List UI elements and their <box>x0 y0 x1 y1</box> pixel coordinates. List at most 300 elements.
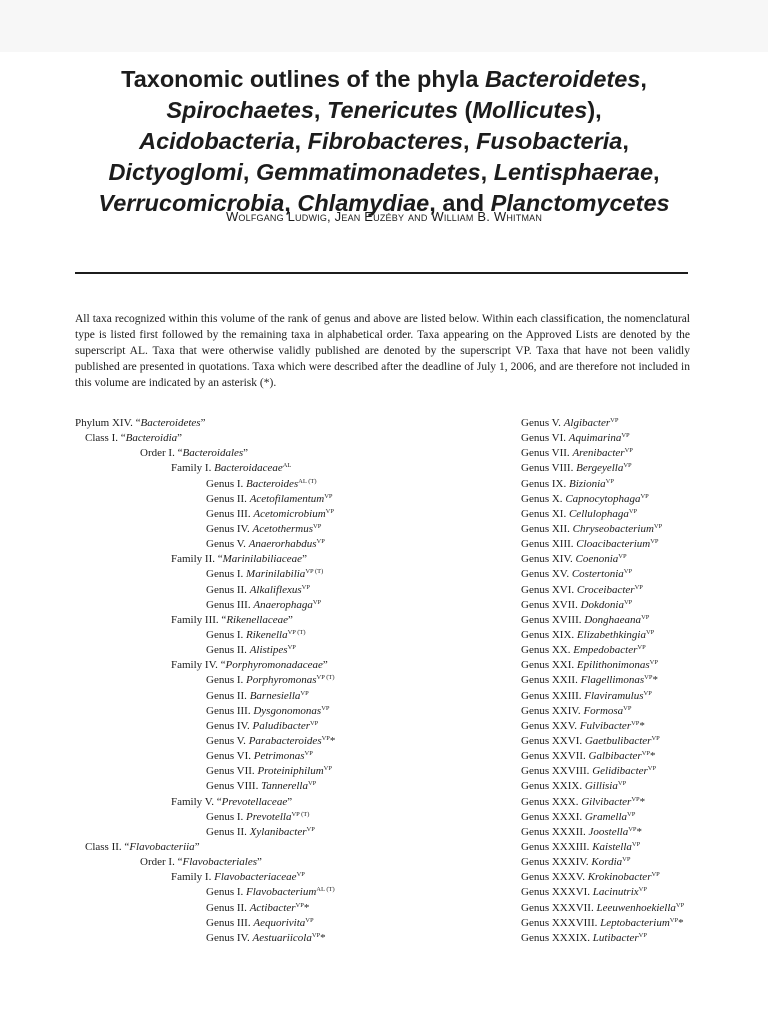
taxon-rank: Genus XXXIX. <box>521 931 593 944</box>
taxon-name: Alistipes <box>249 644 288 657</box>
taxon-entry <box>521 810 731 825</box>
taxon-name: Flavobacteriaceae <box>214 871 297 884</box>
title-text: , <box>313 97 327 123</box>
taxon-entry <box>521 931 731 946</box>
taxon-name: Rikenella <box>246 628 288 641</box>
taxon-name: Bacteroidia <box>125 432 178 445</box>
taxon-status-superscript: VP <box>651 734 660 742</box>
taxon-rank: Genus V. <box>206 538 249 551</box>
taxon-name: Cloacibacterium <box>576 538 651 551</box>
taxon-rank: Genus IV. <box>206 522 253 535</box>
taxon-status-superscript: VP <box>623 568 633 576</box>
taxon-rank: Genus XII. <box>521 522 573 535</box>
taxonomy-list-right <box>521 416 731 946</box>
taxon-rank: Genus XXXIV. <box>521 856 592 869</box>
taxon-name: Lutibacter <box>592 931 639 944</box>
taxon-rank: Genus XXVI. <box>521 734 585 747</box>
taxon-entry <box>521 583 731 598</box>
taxon-entry <box>521 855 731 870</box>
taxon-name: Gillisia <box>584 780 618 793</box>
taxon-rank: Genus I. <box>206 674 247 687</box>
taxon-rank: Genus II. <box>206 492 250 505</box>
taxon-status-superscript: VP (T) <box>316 674 335 682</box>
taxon-rank: Genus XVIII. <box>521 613 585 626</box>
taxon-entry <box>75 628 435 643</box>
taxon-name: Actibacter <box>249 901 296 914</box>
taxon-status-superscript: VP <box>624 447 633 455</box>
taxon-entry <box>521 795 731 810</box>
taxon-status-superscript: AL (T) <box>298 477 317 485</box>
title-text: , <box>284 190 298 216</box>
taxon-rank: Genus XXIII. <box>521 689 585 702</box>
taxon-status-superscript: VP <box>311 931 321 939</box>
taxon-rank: Genus VII. <box>206 765 258 778</box>
taxon-entry <box>75 916 435 931</box>
taxon-rank: Order I. <box>140 856 178 869</box>
taxon-entry <box>75 522 435 537</box>
taxon-entry: Family II. “Marinilabiliaceae” <box>171 553 307 566</box>
title-taxon: Fibrobacteres <box>307 128 464 154</box>
taxon-status-superscript: VP <box>641 613 650 621</box>
title-taxon: Spirochaetes <box>166 97 314 123</box>
taxon-rank: Genus XXXIII. <box>521 840 593 853</box>
taxon-name: Dysgonomonas <box>253 704 322 717</box>
title-taxon: Gemmatimonadetes <box>255 159 481 185</box>
taxon-entry <box>521 628 731 643</box>
taxon-entry <box>521 779 731 794</box>
taxon-entry <box>75 931 435 946</box>
taxon-name: Bizionia <box>568 477 606 490</box>
taxon-status-superscript: VP <box>307 780 317 788</box>
taxon-name: Flaviramulus <box>584 689 644 702</box>
taxon-entry <box>521 764 731 779</box>
taxon-entry <box>521 840 731 855</box>
taxon-name: Marinilabilia <box>246 568 306 581</box>
taxon-rank: Genus IV. <box>206 719 253 732</box>
taxon-entry: Family III. “Rikenellaceae” <box>171 613 293 626</box>
taxon-status-superscript: VP <box>653 522 663 530</box>
taxon-rank: Genus XX. <box>521 644 574 657</box>
taxon-rank: Genus XXXII. <box>521 825 589 838</box>
taxon-status-superscript: VP <box>309 719 319 727</box>
taxon-entry <box>75 598 435 613</box>
taxon-rank: Genus V. <box>521 417 564 429</box>
asterisk-marker: * <box>650 750 656 763</box>
taxon-rank: Genus III. <box>206 507 254 520</box>
taxon-status-superscript: VP <box>644 674 653 682</box>
taxon-entry <box>521 689 731 704</box>
taxon-entry <box>75 507 435 522</box>
taxon-status-superscript: VP <box>645 628 655 636</box>
taxon-name: Proteiniphilum <box>257 765 324 778</box>
top-band <box>0 0 768 52</box>
asterisk-marker: * <box>639 719 645 732</box>
taxon-rank: Genus VI. <box>521 432 569 445</box>
taxon-status-superscript: VP <box>304 750 313 758</box>
taxon-name: Krokinobacter <box>587 871 652 884</box>
taxon-name: Gelidibacter <box>592 765 648 778</box>
taxon-status-superscript: VP <box>628 825 637 833</box>
taxon-rank: Genus VIII. <box>521 462 577 475</box>
title-taxon: Verrucomicrobia <box>98 190 285 216</box>
taxon-status-superscript: VP <box>623 704 632 712</box>
taxon-rank: Genus XV. <box>521 568 572 581</box>
taxon-entry <box>521 537 731 552</box>
taxon-status-superscript: VP <box>631 795 640 803</box>
title-line <box>40 64 728 95</box>
title-taxon: Dictyoglomi <box>108 159 243 185</box>
asterisk-marker: * <box>320 931 326 944</box>
taxon-name: Bergeyella <box>576 462 624 475</box>
taxon-entry <box>521 598 731 613</box>
taxon-name: Fulvibacter <box>579 719 632 732</box>
taxon-status-superscript: VP <box>637 644 646 652</box>
taxon-name: Empedobacter <box>573 644 638 657</box>
taxon-entry <box>521 870 731 885</box>
taxon-entry: Order I. “Flavobacteriales” <box>140 856 262 869</box>
taxon-status-superscript: VP <box>305 916 314 924</box>
taxon-rank: Genus XXVII. <box>521 750 589 763</box>
taxon-rank: Genus XXIX. <box>521 780 585 793</box>
title-text: , <box>480 159 494 185</box>
taxon-entry <box>521 477 731 492</box>
page-title <box>40 64 728 219</box>
taxon-status-superscript: VP <box>610 417 619 424</box>
taxon-status-superscript: VP <box>638 886 647 894</box>
taxon-status-superscript: VP <box>300 689 309 697</box>
title-taxon: Mollicutes <box>472 97 588 123</box>
taxon-rank: Class I. <box>85 432 121 445</box>
taxon-status-superscript: VP <box>643 689 652 697</box>
taxon-entry <box>521 522 731 537</box>
title-text: , <box>622 128 629 154</box>
taxon-rank: Genus III. <box>206 598 254 611</box>
taxon-entry <box>75 734 435 749</box>
taxon-name: Gaetbulibacter <box>584 734 652 747</box>
taxon-rank: Genus III. <box>206 704 254 717</box>
taxon-name: Flavobacteriia <box>129 840 195 853</box>
taxon-rank: Genus I. <box>206 568 247 581</box>
taxon-entry <box>521 885 731 900</box>
taxon-rank: Order I. <box>140 447 178 460</box>
taxon-name: Elizabethkingia <box>576 628 646 641</box>
title-taxon: Bacteroidetes <box>484 66 641 92</box>
taxon-status-superscript: VP <box>638 931 647 939</box>
taxon-name: Anaerophaga <box>253 598 313 611</box>
title-taxon: Chlamydiae <box>297 190 430 216</box>
taxon-rank: Genus XIV. <box>521 553 576 566</box>
asterisk-marker: * <box>636 825 643 838</box>
authors-line: Wolfgang Ludwig, Jean Euzéby and William B. Whitman <box>225 209 543 224</box>
taxon-name: Gilvibacter <box>581 795 632 808</box>
title-line <box>40 95 728 126</box>
taxon-name: Alkaliflexus <box>249 583 302 596</box>
taxon-status-superscript: VP <box>321 704 330 712</box>
taxon-name: Anaerorhabdus <box>248 538 317 551</box>
title-taxon: Tenericutes <box>326 97 459 123</box>
taxon-name: Acetomicrobium <box>253 507 326 520</box>
taxon-rank: Genus XVI. <box>521 583 577 596</box>
title-text: , <box>640 66 647 92</box>
taxon-entry <box>521 916 731 931</box>
taxon-entry <box>75 885 435 900</box>
taxon-entry <box>521 825 731 840</box>
taxon-status-superscript: VP <box>313 522 322 530</box>
asterisk-marker: * <box>678 916 684 929</box>
taxon-name: Algibacter <box>563 417 611 429</box>
title-taxon: Acidobacteria <box>139 128 295 154</box>
taxon-name: Barnesiella <box>249 689 301 702</box>
taxon-entry <box>75 870 435 885</box>
taxon-name: Bacteroides <box>246 477 299 490</box>
taxon-rank: Family I. <box>171 871 215 884</box>
taxon-rank: Genus XXI. <box>521 659 577 672</box>
taxon-status-superscript: VP <box>675 901 685 909</box>
taxon-rank: Genus IV. <box>206 931 253 944</box>
taxon-entry <box>75 901 435 916</box>
taxon-rank: Genus IX. <box>521 477 569 490</box>
taxon-rank: Genus XXII. <box>521 674 581 687</box>
taxon-status-superscript: VP <box>649 659 658 667</box>
taxon-rank: Genus I. <box>206 628 247 641</box>
taxon-status-superscript: VP <box>631 840 641 848</box>
taxon-rank: Genus VI. <box>206 750 254 763</box>
taxon-status-superscript: VP <box>296 871 305 879</box>
taxon-entry <box>521 552 731 567</box>
taxon-name: Marinilabiliaceae <box>222 553 303 566</box>
taxon-status-superscript: VP <box>623 462 632 470</box>
taxon-entry <box>521 704 731 719</box>
taxon-name: Rikenellaceae <box>226 613 288 626</box>
taxon-rank: Genus III. <box>206 916 254 929</box>
taxon-status-superscript: VP <box>623 598 633 606</box>
taxon-name: Tannerella <box>261 780 308 793</box>
title-taxon: Lentisphaerae <box>493 159 654 185</box>
taxon-rank: Family V. <box>171 795 217 808</box>
taxon-name: Petrimonas <box>253 750 305 763</box>
taxon-name: Bacteroidales <box>182 447 244 460</box>
taxon-entry <box>521 658 731 673</box>
taxon-rank: Genus XIX. <box>521 628 577 641</box>
taxon-status-superscript: VP <box>617 780 627 788</box>
taxon-name: Prevotellaceae <box>221 795 288 808</box>
taxon-entry <box>521 416 731 431</box>
taxon-entry <box>521 749 731 764</box>
taxon-entry <box>521 567 731 582</box>
taxon-rank: Genus VIII. <box>206 780 262 793</box>
taxon-name: Xylanibacter <box>249 825 307 838</box>
taxon-status-superscript: VP <box>669 916 679 924</box>
asterisk-marker: * <box>329 734 336 747</box>
taxon-entry <box>75 749 435 764</box>
taxon-name: Kordia <box>591 856 623 869</box>
asterisk-marker: * <box>303 901 310 914</box>
taxon-name: Donghaeana <box>584 613 642 626</box>
taxon-name: Parabacteroides <box>248 734 322 747</box>
taxon-status-superscript: VP <box>618 553 627 561</box>
taxon-status-superscript: VP (T) <box>291 810 310 818</box>
title-text: , <box>653 159 660 185</box>
taxon-status-superscript: VP <box>316 538 325 546</box>
taxon-name: Bacteroidetes <box>140 417 201 429</box>
taxon-rank: Genus XVII. <box>521 598 581 611</box>
taxon-entry <box>75 477 435 492</box>
taxon-entry <box>75 643 435 658</box>
taxon-entry <box>521 673 731 688</box>
taxon-entry <box>521 461 731 476</box>
taxon-rank: Genus XXV. <box>521 719 580 732</box>
taxon-name: Costertonia <box>571 568 624 581</box>
taxon-rank: Genus XI. <box>521 507 569 520</box>
taxon-status-superscript: VP <box>312 598 322 606</box>
title-text: ( <box>458 97 473 123</box>
title-text: Taxonomic outlines of the phyla <box>121 66 485 92</box>
taxon-name: Flavobacteriales <box>182 856 258 869</box>
taxon-name: Joostella <box>588 825 629 838</box>
title-text: ), <box>587 97 602 123</box>
title-text: , <box>242 159 256 185</box>
taxon-status-superscript: VP <box>295 901 304 909</box>
taxon-rank: Genus I. <box>206 477 247 490</box>
taxon-name: Gramella <box>584 810 628 823</box>
taxon-entry: Family V. “Prevotellaceae” <box>171 795 293 808</box>
taxon-name: Chryseobacterium <box>572 522 654 535</box>
taxon-entry <box>521 431 731 446</box>
taxon-entry <box>521 446 731 461</box>
taxon-rank: Family I. <box>171 462 215 475</box>
taxon-rank: Family II. <box>171 553 218 566</box>
taxon-entry: Class II. “Flavobacteriia” <box>85 840 200 853</box>
taxon-name: Galbibacter <box>588 750 642 763</box>
title-text: , <box>294 128 308 154</box>
taxon-entry: Phylum XIV. “Bacteroidetes” <box>75 417 206 429</box>
taxon-name: Epilithonimonas <box>576 659 650 672</box>
taxon-status-superscript: VP <box>287 644 296 652</box>
taxon-status-superscript: VP <box>323 765 332 773</box>
taxon-entry <box>75 779 435 794</box>
taxon-name: Lacinutrix <box>592 886 639 899</box>
taxon-name: Leptobacterium <box>600 916 670 929</box>
taxon-rank: Genus II. <box>206 689 250 702</box>
taxon-rank: Genus XXVIII. <box>521 765 593 778</box>
taxon-status-superscript: VP <box>622 856 631 864</box>
taxon-entry <box>521 613 731 628</box>
taxon-name: Arenibacter <box>572 447 625 460</box>
taxon-entry <box>75 492 435 507</box>
title-taxon: Fusobacteria <box>476 128 623 154</box>
taxon-name: Bacteroidaceae <box>214 462 283 475</box>
taxon-status-superscript: VP <box>651 871 660 879</box>
taxon-status-superscript: VP <box>325 507 334 515</box>
taxon-rank: Genus VII. <box>521 447 573 460</box>
taxon-name: Porphyromonas <box>246 674 317 687</box>
taxon-status-superscript: VP <box>605 477 614 485</box>
taxon-entry: Order I. “Bacteroidales” <box>140 447 249 460</box>
title-line <box>40 126 728 157</box>
taxon-entry <box>75 461 435 476</box>
taxon-rank: Genus I. <box>206 810 247 823</box>
taxon-status-superscript: VP <box>628 507 638 515</box>
title-line <box>40 157 728 188</box>
taxon-rank: Genus XXIV. <box>521 704 584 717</box>
taxon-rank: Genus I. <box>206 886 247 899</box>
taxon-status-superscript: VP <box>641 750 650 758</box>
taxon-name: Aquimarina <box>568 432 622 445</box>
asterisk-marker: * <box>652 674 658 687</box>
taxon-entry <box>75 825 435 840</box>
taxon-rank: Genus XIII. <box>521 538 577 551</box>
taxon-rank: Class II. <box>85 840 125 853</box>
asterisk-marker: * <box>639 795 646 808</box>
taxon-entry <box>75 764 435 779</box>
taxon-name: Acetothermus <box>252 522 314 535</box>
taxon-entry <box>75 537 435 552</box>
title-taxon: Planctomycetes <box>490 190 670 216</box>
taxon-entry <box>521 719 731 734</box>
taxon-entry <box>75 704 435 719</box>
title-text: , <box>463 128 477 154</box>
taxon-status-superscript: VP <box>640 492 649 500</box>
taxon-name: Aequorivita <box>253 916 306 929</box>
taxon-rank: Genus XXXVII. <box>521 901 597 914</box>
taxon-status-superscript: AL (T) <box>316 886 335 894</box>
taxon-name: Aestuariicola <box>252 931 312 944</box>
taxon-entry <box>75 673 435 688</box>
taxon-status-superscript: VP <box>631 719 640 727</box>
taxon-name: Coenonia <box>575 553 619 566</box>
taxon-rank: Genus V. <box>206 734 249 747</box>
taxon-name: Kaistella <box>592 840 632 853</box>
taxon-rank: Genus II. <box>206 825 250 838</box>
taxon-rank: Genus II. <box>206 644 250 657</box>
taxon-status-superscript: AL <box>282 462 292 470</box>
taxon-name: Prevotella <box>246 810 292 823</box>
taxon-rank: Genus II. <box>206 583 250 596</box>
taxon-rank: Genus X. <box>521 492 566 505</box>
taxon-name: Dokdonia <box>580 598 624 611</box>
taxon-status-superscript: VP <box>306 825 315 833</box>
taxon-name: Flagellimonas <box>580 674 645 687</box>
taxon-status-superscript: VP <box>647 765 657 773</box>
taxon-status-superscript: VP <box>621 432 630 440</box>
horizontal-rule <box>75 272 688 274</box>
taxon-name: Formosa <box>583 704 624 717</box>
taxon-entry <box>75 719 435 734</box>
taxon-rank: Genus XXXV. <box>521 871 588 884</box>
taxon-entry: Class I. “Bacteroidia” <box>85 432 183 445</box>
taxon-rank: Family III. <box>171 613 222 626</box>
taxon-status-superscript: VP <box>301 583 310 591</box>
taxon-entry: Family IV. “Porphyromonadaceae” <box>171 659 328 672</box>
taxon-name: Croceibacter <box>576 583 635 596</box>
taxon-status-superscript: VP (T) <box>305 568 324 576</box>
taxon-rank: Genus XXXI. <box>521 810 585 823</box>
taxonomy-list-left <box>75 416 435 946</box>
taxon-rank: Genus XXXVIII. <box>521 916 601 929</box>
taxon-name: Porphyromonadaceae <box>225 659 323 672</box>
taxon-name: Flavobacterium <box>246 886 317 899</box>
taxon-status-superscript: VP <box>627 810 636 818</box>
taxon-name: Cellulophaga <box>568 507 629 520</box>
taxon-status-superscript: VP <box>324 492 333 500</box>
taxon-status-superscript: VP <box>634 583 643 591</box>
taxon-entry <box>521 643 731 658</box>
title-text: , and <box>429 190 491 216</box>
taxon-entry <box>75 689 435 704</box>
taxon-rank: Genus XXXVI. <box>521 886 593 899</box>
taxon-name: Capnocytophaga <box>565 492 641 505</box>
taxon-status-superscript: VP (T) <box>287 628 306 636</box>
